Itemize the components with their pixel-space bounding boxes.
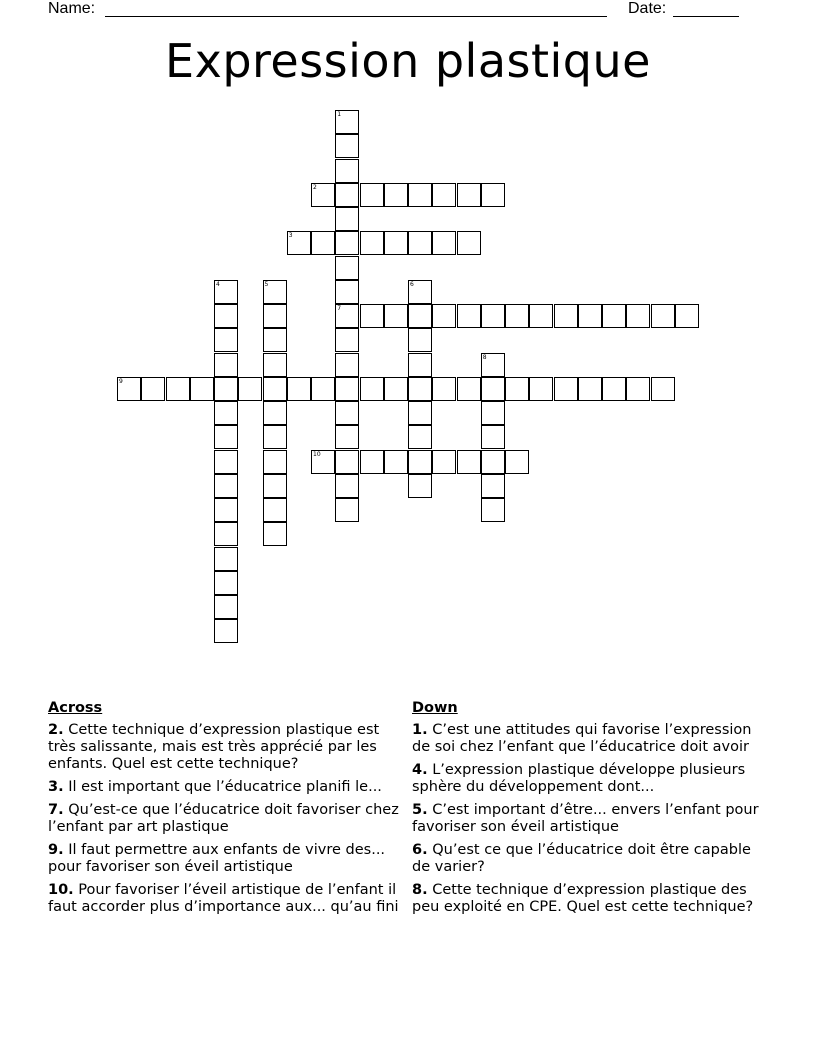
crossword-cell[interactable]: [675, 304, 699, 328]
crossword-cell[interactable]: [263, 498, 287, 522]
crossword-cell[interactable]: [335, 474, 359, 498]
clue-text: Qu’est-ce que l’éducatrice doit favoriser chez l’enfant par art plastique: [48, 802, 399, 835]
crossword-cell[interactable]: [214, 595, 238, 619]
crossword-cell[interactable]: [457, 450, 481, 474]
crossword-cell[interactable]: [505, 377, 529, 401]
crossword-cell[interactable]: [408, 353, 432, 377]
clue-number: 9: [119, 377, 123, 385]
clue-text: Il est important que l’éducatrice planifi le...: [63, 779, 382, 795]
crossword-cell[interactable]: [432, 377, 456, 401]
crossword-cell[interactable]: [214, 571, 238, 595]
crossword-cell[interactable]: [432, 231, 456, 255]
clue-number-label: 4.: [412, 762, 428, 778]
crossword-cell[interactable]: [384, 183, 408, 207]
crossword-cell[interactable]: [214, 304, 238, 328]
crossword-cell[interactable]: [287, 231, 311, 255]
crossword-cell[interactable]: [335, 498, 359, 522]
crossword-cell[interactable]: [335, 159, 359, 183]
crossword-cell[interactable]: [408, 231, 432, 255]
crossword-cell[interactable]: [578, 304, 602, 328]
clue-text: L’expression plastique développe plusieurs sphère du développement dont...: [412, 762, 746, 795]
crossword-cell[interactable]: [651, 304, 675, 328]
down-clue: [412, 802, 772, 836]
crossword-cell[interactable]: [263, 328, 287, 352]
crossword-cell[interactable]: [311, 450, 335, 474]
clue-number: 10: [313, 450, 321, 458]
clue-number-label: 6.: [412, 842, 428, 858]
clue-number-label: 9.: [48, 842, 64, 858]
crossword-cell[interactable]: [287, 377, 311, 401]
crossword-cell[interactable]: [578, 377, 602, 401]
crossword-cell[interactable]: [263, 522, 287, 546]
crossword-cell[interactable]: [457, 183, 481, 207]
clue-number-label: 5.: [412, 802, 428, 818]
crossword-cell[interactable]: [214, 522, 238, 546]
across-clue: [48, 802, 408, 836]
crossword-cell[interactable]: [457, 304, 481, 328]
crossword-cell[interactable]: [481, 304, 505, 328]
crossword-cell[interactable]: [408, 328, 432, 352]
crossword-cell[interactable]: [408, 450, 432, 474]
clue-number: 3: [288, 232, 293, 240]
crossword-cell[interactable]: [651, 377, 675, 401]
down-list: [412, 722, 772, 916]
crossword-cell[interactable]: [481, 183, 505, 207]
clue-number: 8: [482, 353, 487, 361]
crossword-cell[interactable]: [263, 474, 287, 498]
clue-number: 4: [216, 280, 220, 288]
crossword-cell[interactable]: [311, 377, 335, 401]
down-clue: [412, 722, 772, 756]
clue-text: Cette technique d’expression plastique des peu exploité en CPE. Quel est cette technique?: [412, 882, 754, 915]
crossword-cell[interactable]: [214, 474, 238, 498]
clue-number-label: 2.: [48, 722, 64, 738]
crossword-cell[interactable]: [214, 498, 238, 522]
crossword-cell[interactable]: [214, 547, 238, 571]
crossword-cell[interactable]: [408, 280, 432, 304]
crossword-cell[interactable]: [166, 377, 190, 401]
clue-number: 2: [313, 183, 317, 191]
crossword-cell[interactable]: [263, 401, 287, 425]
crossword-cell[interactable]: [214, 450, 238, 474]
clue-text: C’est important d’être... envers l’enfant pour favoriser son éveil artistique: [412, 802, 759, 835]
down-clues: [412, 700, 772, 922]
crossword-cell[interactable]: [335, 256, 359, 280]
crossword-cell[interactable]: [360, 183, 384, 207]
crossword-cell[interactable]: [335, 425, 359, 449]
crossword-cell[interactable]: [263, 304, 287, 328]
crossword-cell[interactable]: [263, 450, 287, 474]
crossword-cell[interactable]: [335, 231, 359, 255]
crossword-cell[interactable]: [335, 134, 359, 158]
crossword-cell[interactable]: [335, 280, 359, 304]
clue-text: Cette technique d’expression plastique est très salissante, mais est très apprécié par les enfants. Quel est cette technique?: [48, 722, 380, 772]
across-clue: [48, 842, 408, 876]
crossword-cell[interactable]: [360, 231, 384, 255]
crossword-cell[interactable]: [335, 377, 359, 401]
clue-number: 7: [337, 305, 342, 312]
crossword-cell[interactable]: [481, 353, 505, 377]
crossword-cell[interactable]: [335, 304, 359, 328]
crossword-cell[interactable]: [432, 450, 456, 474]
down-heading: Down: [412, 700, 458, 716]
crossword-cell[interactable]: [335, 401, 359, 425]
down-clue: [412, 842, 772, 876]
crossword-cell[interactable]: [384, 231, 408, 255]
crossword-cell[interactable]: [432, 183, 456, 207]
crossword-cell[interactable]: [602, 304, 626, 328]
crossword-cell[interactable]: [505, 450, 529, 474]
clue-number-label: 10.: [48, 882, 74, 898]
clue-text: Qu’est ce que l’éducatrice doit être capable de varier?: [412, 842, 751, 875]
crossword-cell[interactable]: [384, 304, 408, 328]
crossword-cell[interactable]: [384, 377, 408, 401]
crossword-cell[interactable]: [554, 377, 578, 401]
crossword-cell[interactable]: [214, 353, 238, 377]
crossword-cell[interactable]: [408, 377, 432, 401]
crossword-cell[interactable]: [408, 425, 432, 449]
crossword-cell[interactable]: [626, 304, 650, 328]
clue-text: Pour favoriser l’éveil artistique de l’enfant il faut accorder plus d’importance aux... qu’au fini: [48, 882, 399, 915]
crossword-cell[interactable]: [214, 280, 238, 304]
crossword-cell[interactable]: [238, 377, 262, 401]
crossword-cell[interactable]: [529, 377, 553, 401]
name-label: Name:: [48, 0, 96, 17]
crossword-cell[interactable]: [360, 450, 384, 474]
clue-number: 1: [337, 111, 342, 118]
crossword-cell[interactable]: [529, 304, 553, 328]
across-list: [48, 722, 408, 916]
crossword-cell[interactable]: [408, 401, 432, 425]
crossword-cell[interactable]: [457, 231, 481, 255]
crossword-cell[interactable]: [335, 353, 359, 377]
crossword-cell[interactable]: [311, 231, 335, 255]
crossword-cell[interactable]: [263, 353, 287, 377]
crossword-cell[interactable]: [408, 183, 432, 207]
crossword-cell[interactable]: [481, 498, 505, 522]
crossword-cell[interactable]: [311, 183, 335, 207]
clue-number-label: 3.: [48, 779, 64, 795]
crossword-cell[interactable]: [408, 304, 432, 328]
clue-number-label: 8.: [412, 882, 428, 898]
crossword-cell[interactable]: [214, 425, 238, 449]
crossword-cell[interactable]: [117, 377, 141, 401]
crossword-cell[interactable]: [335, 328, 359, 352]
clue-number: 5: [264, 280, 269, 288]
crossword-cell[interactable]: [214, 377, 238, 401]
crossword-cell[interactable]: [263, 280, 287, 304]
clue-text: C’est une attitudes qui favorise l’expression de soi chez l’enfant que l’éducatrice doit avoir: [412, 722, 752, 755]
across-clue: [48, 722, 408, 773]
crossword-cell[interactable]: [190, 377, 214, 401]
crossword-cell[interactable]: [335, 450, 359, 474]
down-clue: [412, 882, 772, 916]
crossword-cell[interactable]: [554, 304, 578, 328]
clue-text: Il faut permettre aux enfants de vivre des... pour favoriser son éveil artistique: [48, 842, 386, 875]
date-label: Date:: [628, 0, 667, 17]
down-clue: [412, 762, 772, 796]
crossword-cell[interactable]: [263, 425, 287, 449]
crossword-cell[interactable]: [335, 183, 359, 207]
crossword-cell[interactable]: [626, 377, 650, 401]
page-title: Expression plastique: [165, 34, 651, 88]
across-clues: [48, 700, 408, 922]
crossword-cell[interactable]: [457, 377, 481, 401]
clue-number-label: 1.: [412, 722, 428, 738]
crossword-cell[interactable]: [481, 425, 505, 449]
across-clue: [48, 779, 408, 796]
across-clue: [48, 882, 408, 916]
crossword-cell[interactable]: [214, 401, 238, 425]
across-heading: Across: [48, 700, 103, 716]
crossword-cell[interactable]: [214, 328, 238, 352]
crossword-cell[interactable]: [384, 450, 408, 474]
crossword-cell[interactable]: [481, 377, 505, 401]
crossword-cell[interactable]: [335, 110, 359, 134]
crossword-cell[interactable]: [602, 377, 626, 401]
crossword-cell[interactable]: [141, 377, 165, 401]
crossword-cell[interactable]: [432, 304, 456, 328]
clue-number: 6: [410, 280, 414, 288]
crossword-cell[interactable]: [408, 474, 432, 498]
crossword-cell[interactable]: [481, 450, 505, 474]
crossword-cell[interactable]: [214, 619, 238, 643]
crossword-cell[interactable]: [505, 304, 529, 328]
crossword-cell[interactable]: [360, 304, 384, 328]
crossword-cell[interactable]: [335, 207, 359, 231]
clue-number-label: 7.: [48, 802, 64, 818]
crossword-cell[interactable]: [263, 377, 287, 401]
crossword-cell[interactable]: [360, 377, 384, 401]
crossword-cell[interactable]: [481, 401, 505, 425]
crossword-cell[interactable]: [481, 474, 505, 498]
